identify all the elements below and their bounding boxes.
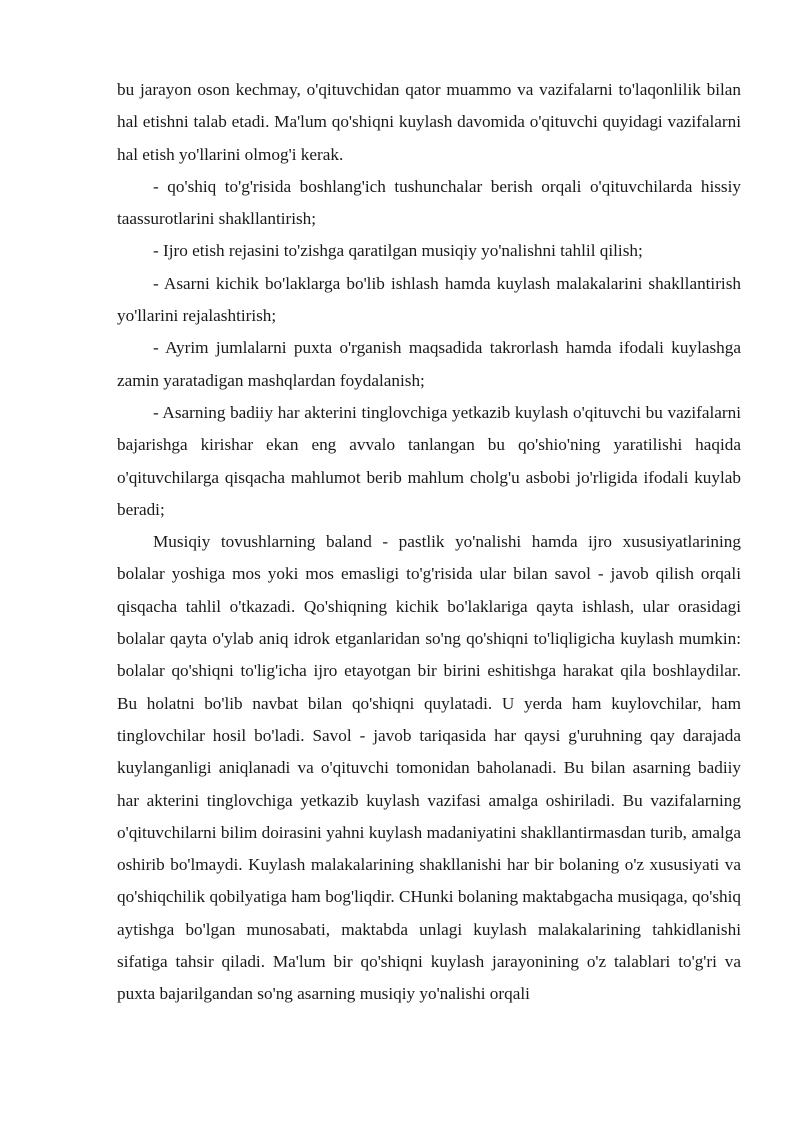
paragraph-intro: bu jarayon oson kechmay, o'qituvchidan qator muammo va vazifalarni to'laqonlilik bilan hal etishni talab etadi. Ma'lum qo'shiqni kuylash davomida o'qituvchi quyidagi vazifalarni hal etish yo'llarini olmog'i kerak. [117,80,741,164]
list-item-emotional-impressions: - qo'shiq to'g'risida boshlang'ich tushunchalar berish orqali o'qituvchilarda hissiy taassurotlarini shakllantirish; [117,176,741,229]
list-item-analysis: - Ijro etish rejasini to'zishga qaratilgan musiqiy yo'nalishni tahlil qilish; [153,241,643,261]
list-item-exercises: - Ayrim jumlalarni puxta o'rganish maqsadida takrorlash hamda ifodali kuylashga zamin yaratadigan mashqlardan foydalanish; [117,338,741,390]
list-item-planning: - Asarni kichik bo'laklarga bo'lib ishlash hamda kuylash malakalarini shakllantirish yo'llarini rejalashtirish; [117,273,741,326]
list-item-artistic-character: - Asarning badiiy har akterini tinglovchiga yetkazib kuylash o'qituvchi bu vazifalarni bajarishga kirishar ekan eng avvalo tanlangan bu qo'shio'ning yaratilishi haqida o'qituvchilarga qisqacha mahlumot berib mahlum cholg'u asbobi jo'rligida ifodali kuylab beradi; [117,402,741,519]
paragraph-body: Musiqiy tovushlarning baland - pastlik yo'nalishi hamda ijro xususiyatlarining bolalar yoshiga mos yoki mos emasligi to'g'risida ular bilan savol - javob qilish orqali qisqacha tahlil o'tkazadi. Qo'shiqning kichik bo'laklariga qayta ishlash, ular orasidagi bolalar qayta o'ylab aniq idrok etganlaridan so'ng qo'shiqni to'liqligicha kuylash mumkin: bolalar qo'shiqni to'lig'icha ijro etayotgan bir birini eshitishga harakat qila boshlaydilar. Bu holatni bo'lib navbat bilan qo'shiqni quylatadi. U yerda ham kuylovchilar, ham tinglovchilar hosil bo'ladi. Savol - javob tariqasida har qaysi g'uruhning qay darajada kuylanganligi aniqlanadi va o'qituvchi tomonidan baholanadi. Bu bilan asarning badiiy har akterini tinglovchiga yetkazib kuylash vazifasi amalga oshiriladi. Bu vazifalarning o'qituvchilarni bilim doirasini yahni kuylash madaniyatini shakllantirmasdan turib, amalga oshirib bo'lmaydi. Kuylash malakalarining shakllanishi har bir bolaning o'z xususiyati va qo'shiqchilik qobilyatiga ham bog'liqdir. CHunki bolaning maktabgacha musiqaga, qo'shiq aytishga bo'lgan munosabati, maktabda unlagi kuylash malakalarining tahkidlanishi sifatiga tahsir qiladi. Ma'lum bir qo'shiqni kuylash jarayonining o'z talablari to'g'ri va puxta bajarilgandan so'ng asarning musiqiy yo'nalishi orqali [117,532,741,1004]
document-page [117,74,741,1011]
